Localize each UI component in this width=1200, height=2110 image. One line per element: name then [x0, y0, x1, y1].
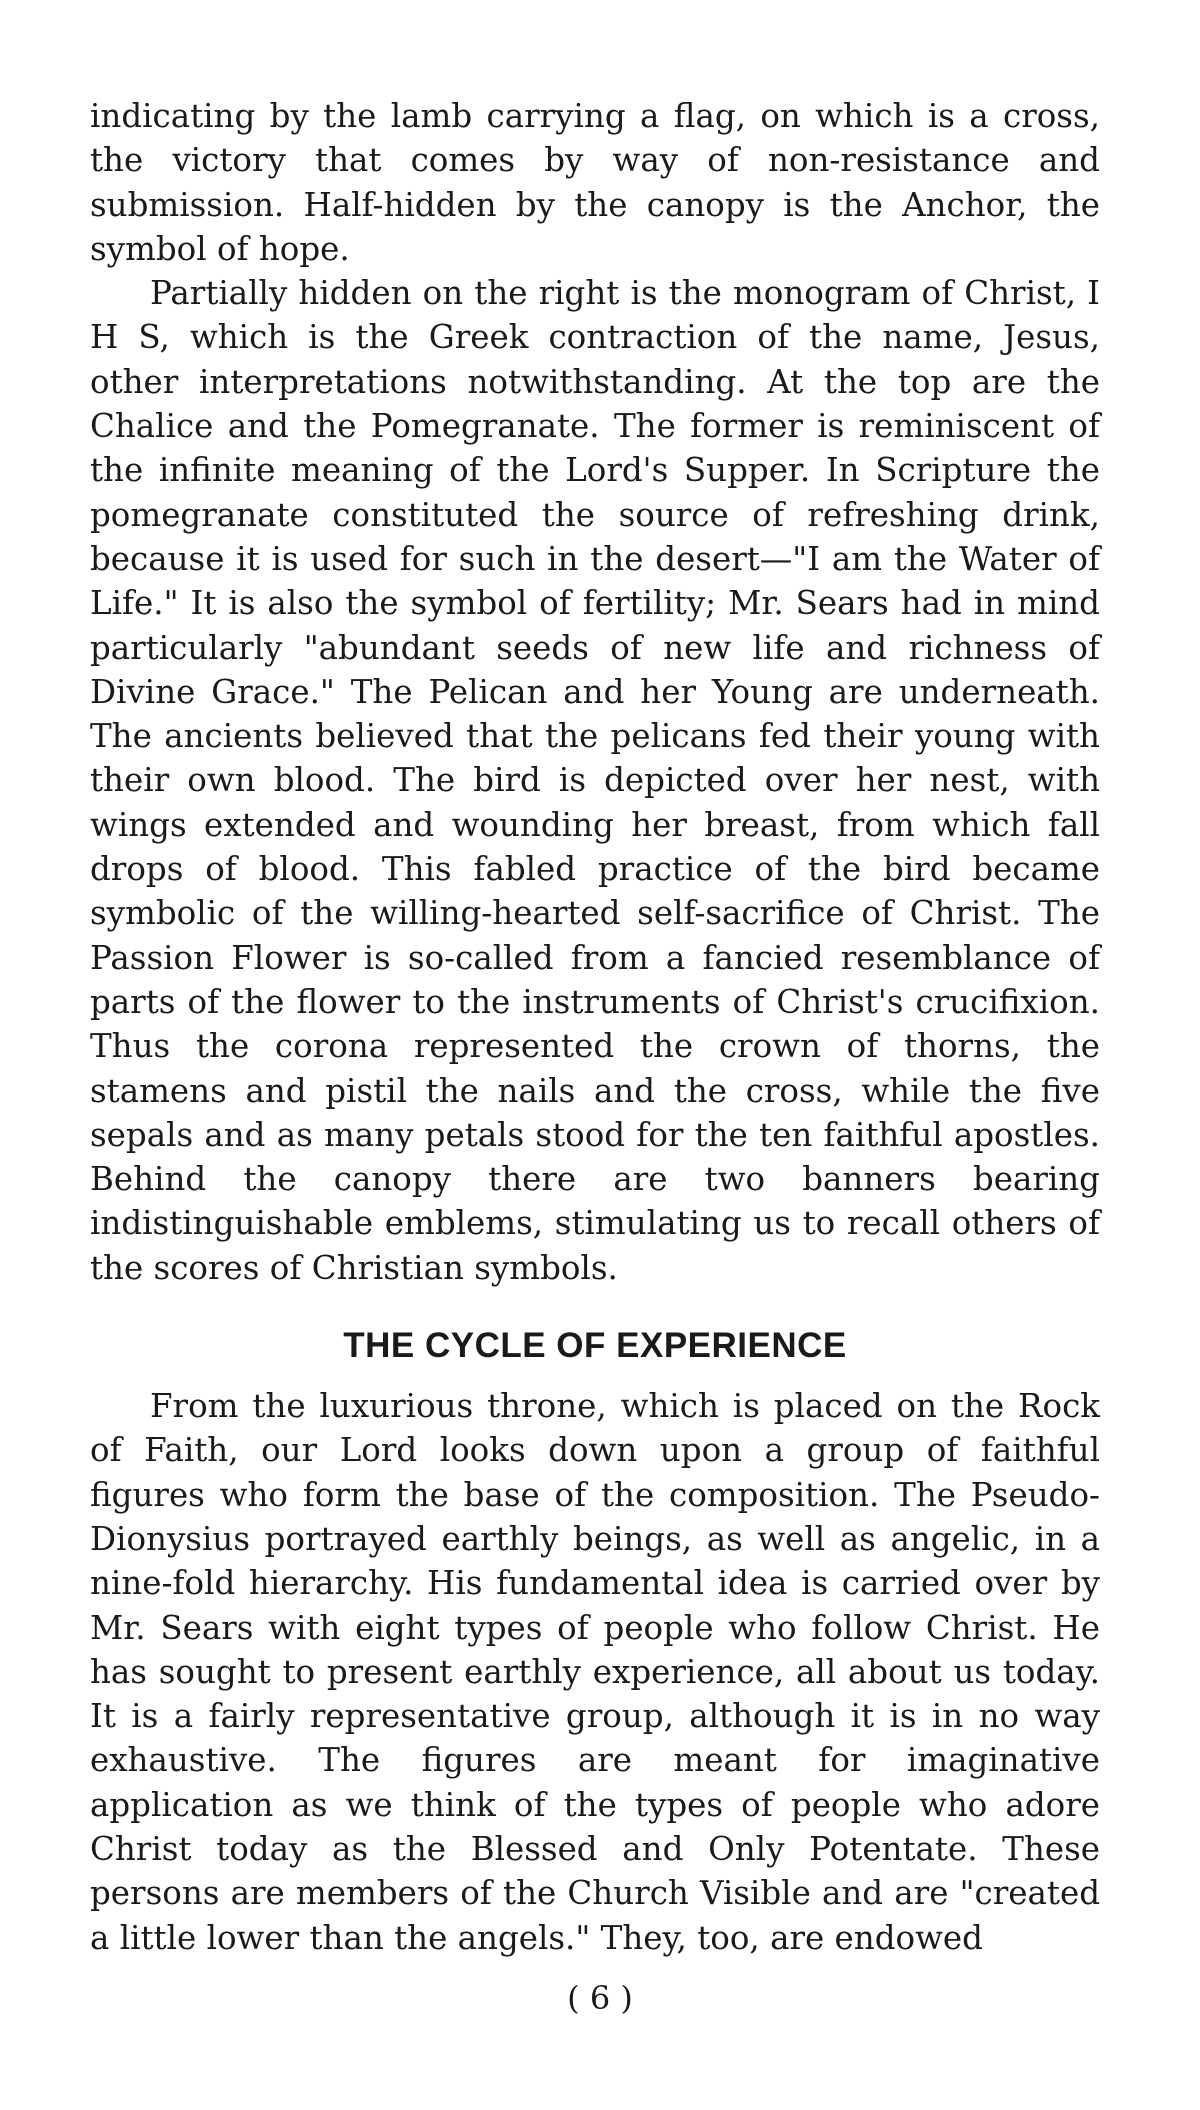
page-number: ( 6 )	[567, 1979, 633, 2017]
section-heading: THE CYCLE OF EXPERIENCE	[343, 1326, 847, 1366]
paragraph-christian-symbols: Partially hidden on the right is the monogram of Christ, I H S, which is the Greek contraction of the name, Jesus, other interpretations notwithstanding. At the top are the Chalice and the Pomegranate. The former is reminiscent of the infinite meaning of the Lord's Supper. In Scripture the pomegranate constituted the source of refreshing drink, because it is used for such in the desert—"I am the Water of Life." It is also the symbol of fertility; Mr. Sears had in mind particularly "abundant seeds of new life and richness of Divine Grace." The Pelican and her Young are underneath. The ancients believed that the pelicans fed their young with their own blood. The bird is depicted over her nest, with wings extended and wounding her breast, from which fall drops of blood. This fabled practice of the bird became symbolic of the willing-hearted self-sacrifice of Christ. The Passion Flower is so-called from a fancied resemblance of parts of the flower to the instruments of Christ's crucifixion. Thus the corona represented the crown of thorns, the stamens and pistil the nails and the cross, while the five sepals and as many petals stood for the ten faithful apostles. Behind the canopy there are two banners bearing indistinguishable emblems, stimulating us to recall others of the scores of Christian symbols.	[90, 274, 1100, 1287]
page-body	[90, 94, 1100, 1960]
paragraph-lamb-and-anchor: indicating by the lamb carrying a flag, on which is a cross, the victory that comes by way of non-resistance and submission. Half-hidden by the canopy is the Anchor, the symbol of hope.	[90, 97, 1100, 268]
paragraph-cycle-of-experience: From the luxurious throne, which is placed on the Rock of Faith, our Lord looks down upon a group of faithful figures who form the base of the composition. The Pseudo-Dionysius portrayed earthly beings, as well as angelic, in a nine-fold hierarchy. His fundamental idea is carried over by Mr. Sears with eight types of people who follow Christ. He has sought to present earthly experience, all about us today. It is a fairly representative group, although it is in no way exhaustive. The figures are meant for imaginative application as we think of the types of people who adore Christ today as the Blessed and Only Potentate. These persons are members of the Church Visible and are "created a little lower than the angels." They, too, are endowed	[90, 1387, 1100, 1957]
